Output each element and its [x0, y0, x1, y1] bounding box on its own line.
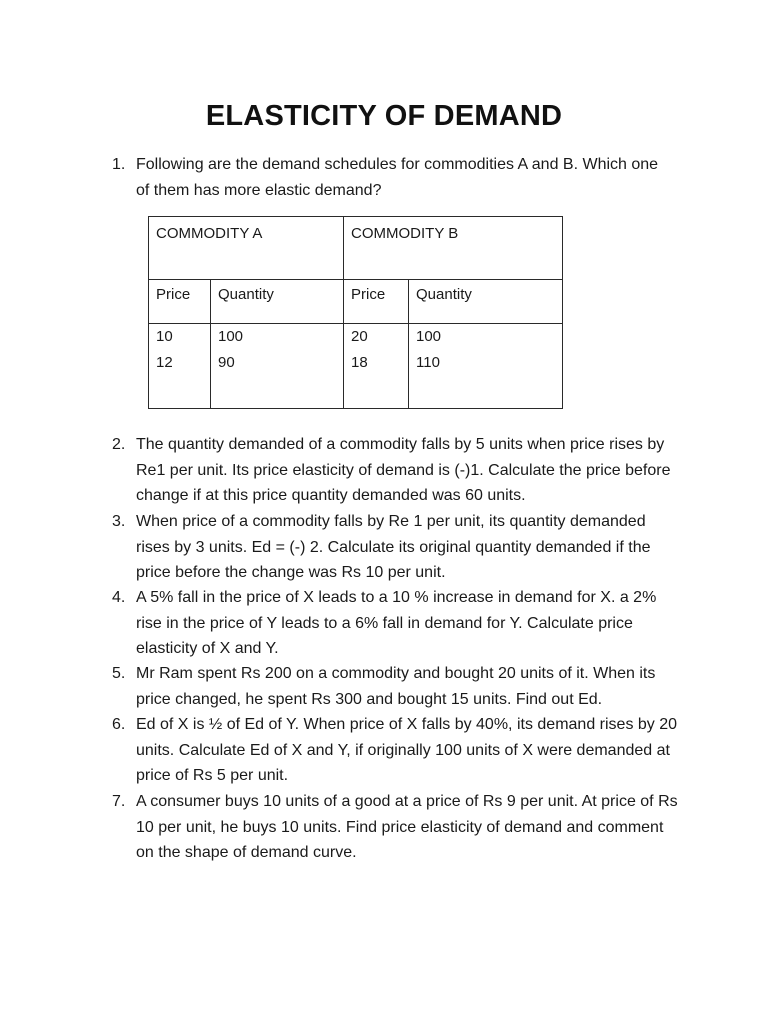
table-cell-value: 100	[218, 328, 244, 345]
question-line: A 5% fall in the price of X leads to a 10 % increase in demand for X. a 2%	[136, 589, 657, 606]
question-number: 5.	[112, 665, 126, 682]
question-line: on the shape of demand curve.	[136, 844, 357, 861]
question-number: 4.	[112, 589, 126, 606]
question-number: 2.	[112, 436, 126, 453]
question-text	[136, 509, 682, 586]
question-line: units. Calculate Ed of X and Y, if originally 100 units of X were demanded at	[136, 741, 670, 759]
question-3	[112, 509, 682, 586]
question-line: The quantity demanded of a commodity falls by 5 units when price rises by	[136, 436, 665, 453]
question-text	[136, 712, 682, 789]
question-number: 6.	[112, 716, 126, 733]
commodity-b-header: COMMODITY B	[344, 217, 563, 280]
question-line: change if at this price quantity demanded was 60 units.	[136, 487, 526, 504]
question-text	[136, 432, 682, 509]
table-row	[149, 217, 563, 280]
question-line: rises by 3 units. Ed = (-) 2. Calculate its original quantity demanded if the	[136, 538, 651, 556]
question-text	[136, 789, 682, 866]
question-line: of them has more elastic demand?	[136, 181, 382, 199]
question-line: Re1 per unit. Its price elasticity of demand is (-)1. Calculate the price before	[136, 461, 671, 479]
commodity-b-prices	[344, 324, 409, 409]
page-title: ELASTICITY OF DEMAND	[205, 100, 563, 132]
table-cell-value: 10	[156, 328, 173, 345]
table-cell-value: 12	[156, 354, 173, 371]
question-6	[112, 712, 682, 789]
question-5	[112, 661, 682, 712]
question-line: price before the change was Rs 10 per unit.	[136, 564, 446, 581]
table-cell-value: 90	[218, 354, 235, 371]
table-row	[149, 280, 563, 324]
table-row	[149, 324, 563, 409]
table-cell-value: 18	[351, 354, 368, 371]
commodity-b-quantity-label: Quantity	[409, 280, 563, 324]
commodity-a-prices	[149, 324, 211, 409]
question-line: Mr Ram spent Rs 200 on a commodity and bought 20 units of it. When its	[136, 665, 656, 682]
table-cell-value: 100	[416, 328, 442, 345]
commodity-a-header: COMMODITY A	[149, 217, 344, 280]
question-line: When price of a commodity falls by Re 1 per unit, its quantity demanded	[136, 513, 646, 530]
question-line: 10 per unit, he buys 10 units. Find price elasticity of demand and comment	[136, 818, 664, 836]
question-1	[112, 152, 682, 203]
commodity-a-quantity-label: Quantity	[211, 280, 344, 324]
question-line: rise in the price of Y leads to a 6% fall in demand for Y. Calculate price	[136, 614, 633, 632]
question-number: 7.	[112, 793, 126, 810]
question-line: Ed of X is ½ of Ed of Y. When price of X falls by 40%, its demand rises by 20	[136, 716, 678, 733]
commodity-b-price-label: Price	[344, 280, 409, 324]
question-line: Following are the demand schedules for commodities A and B. Which one	[136, 156, 659, 173]
question-2	[112, 432, 682, 509]
question-line: elasticity of X and Y.	[136, 640, 279, 657]
table-cell-value: 20	[351, 328, 368, 345]
question-text	[136, 661, 682, 712]
question-line: price changed, he spent Rs 300 and bought 15 units. Find out Ed.	[136, 690, 603, 708]
question-text	[136, 152, 682, 203]
commodity-b-quantities	[409, 324, 563, 409]
demand-schedule-table	[148, 216, 563, 409]
question-line: A consumer buys 10 units of a good at a price of Rs 9 per unit. At price of Rs	[136, 793, 678, 810]
question-7	[112, 789, 682, 866]
question-4	[112, 585, 682, 662]
question-number: 1.	[112, 156, 126, 173]
commodity-a-quantities	[211, 324, 344, 409]
commodity-a-price-label: Price	[149, 280, 211, 324]
question-number: 3.	[112, 513, 126, 530]
question-text	[136, 585, 682, 662]
question-line: price of Rs 5 per unit.	[136, 767, 289, 784]
table-cell-value: 110	[416, 354, 440, 371]
